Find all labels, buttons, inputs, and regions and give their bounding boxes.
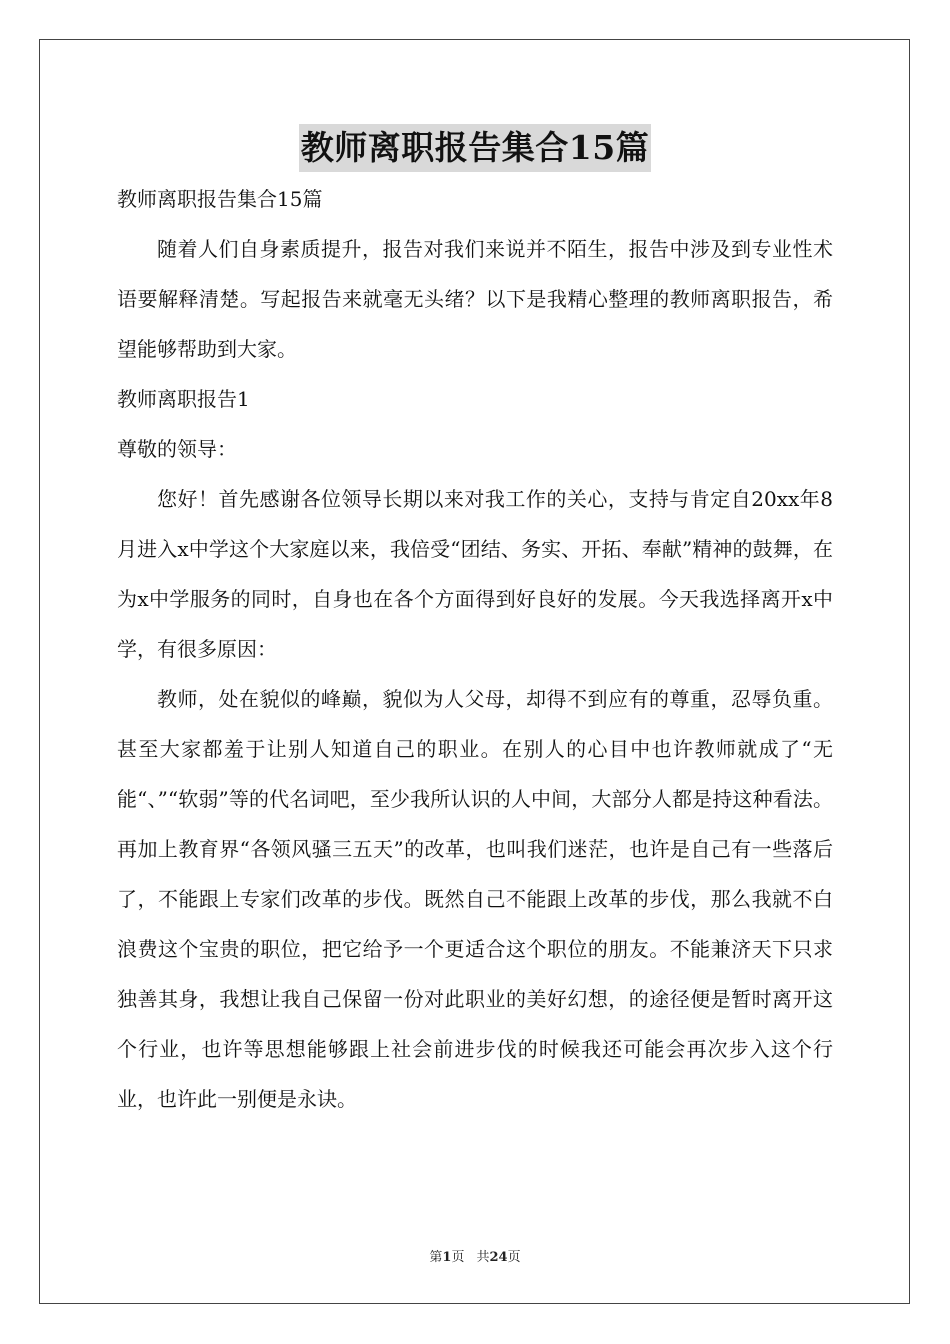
page-prefix: 第: [429, 1250, 443, 1265]
salutation: 尊敬的领导：: [117, 437, 237, 461]
page-footer: [0, 1246, 950, 1265]
document-body: [117, 174, 833, 1124]
page-suffix: 页: [451, 1250, 465, 1265]
total-suffix: 页: [507, 1250, 521, 1265]
total-prefix: 共: [476, 1250, 490, 1265]
intro-paragraph: 随着人们自身素质提升，报告对我们来说并不陌生，报告中涉及到专业性术语要解释清楚。写起报告来就毫无头绪？以下是我精心整理的教师离职报告，希望能够帮助到大家。: [117, 237, 833, 361]
body-paragraph-1: 您好！首先感谢各位领导长期以来对我工作的关心，支持与肯定自20xx年8月进入x中学这个大家庭以来，我倍受“团结、务实、开拓、奉献”精神的鼓舞，在为x中学服务的同时，自身也在各个方面得到好良好的发展。今天我选择离开x中学，有很多原因：: [117, 487, 833, 661]
total-pages: 24: [489, 1250, 508, 1265]
section-heading: 教师离职报告1: [117, 387, 250, 411]
document-subtitle: 教师离职报告集合15篇: [117, 187, 323, 211]
body-paragraph-2: 教师，处在貌似的峰巅，貌似为人父母，却得不到应有的尊重，忍辱负重。甚至大家都羞于让别人知道自己的职业。在别人的心目中也许教师就成了“无能“、”“软弱”等的代名词吧，至少我所认识的人中间，大部分人都是持这种看法。再加上教育界“各领风骚三五天”的改革，也叫我们迷茫，也许是自己有一些落后了，不能跟上专家们改革的步伐。既然自己不能跟上改革的步伐，那么我就不白浪费这个宝贵的职位，把它给予一个更适合这个职位的朋友。不能兼济天下只求独善其身，我想让我自己保留一份对此职业的美好幻想，的途径便是暂时离开这个行业，也许等思想能够跟上社会前进步伐的时候我还可能会再次步入这个行业，也许此一别便是永诀。: [117, 687, 833, 1111]
document-title: 教师离职报告集合15篇: [299, 124, 651, 172]
page-number: 1: [442, 1250, 452, 1265]
title-container: [0, 124, 950, 172]
